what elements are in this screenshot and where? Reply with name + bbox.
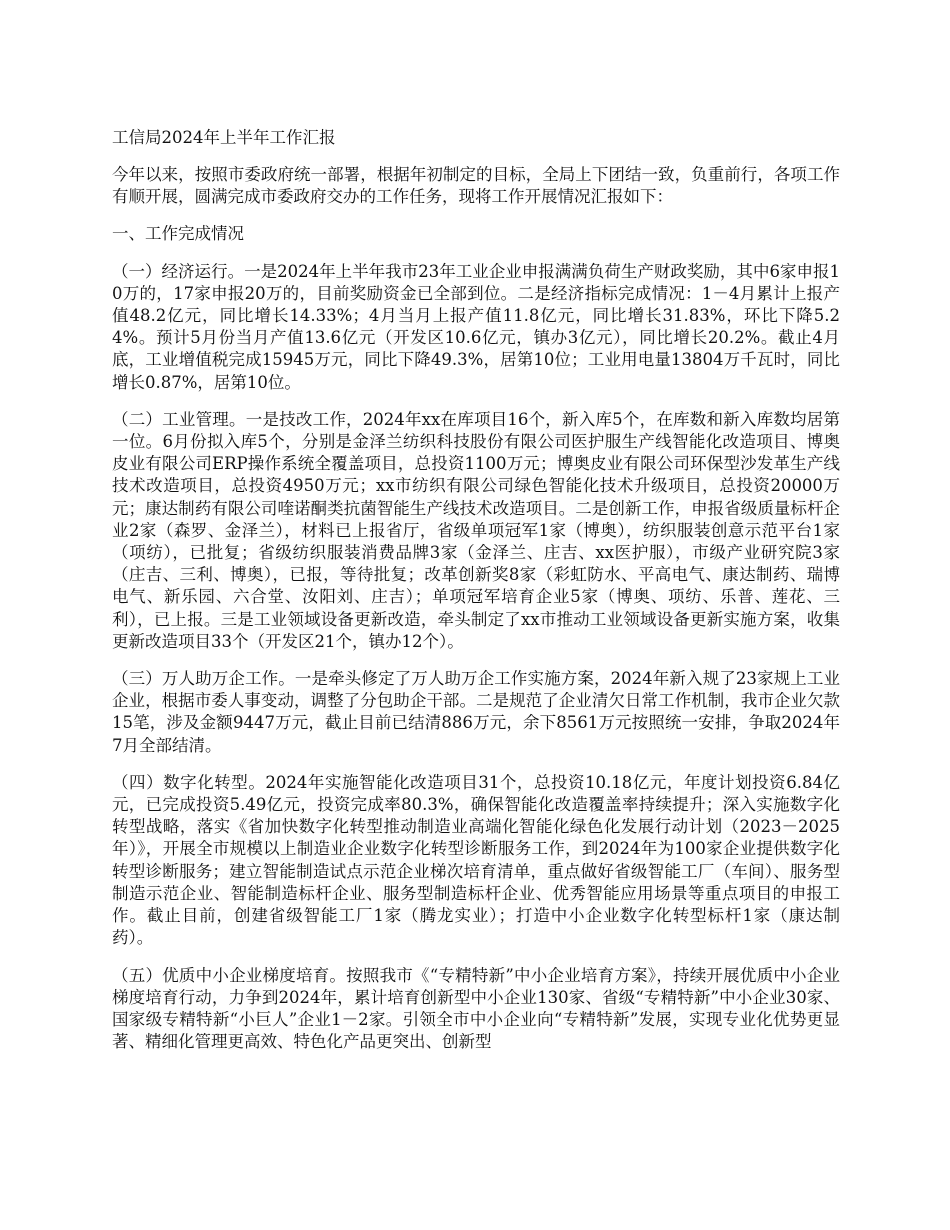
paragraph-economic-operation: （一）经济运行。一是2024年上半年我市23年工业企业申报满满负荷生产财政奖励，其中6家申报10万的，17家申报20万的，目前奖励资金已全部到位。二是经济指标完成情况：1－4月累计上报产值48.2亿元，同比增长14.33%；4月当月上报产值11.8亿元，同比增长31.83%，环比下降5.24%。预计5月份当月产值13.6亿元（开发区10.6亿元，镇办3亿元），同比增长20.2%。截止4月底，工业增值税完成15945万元，同比下降49.3%，居第10位；工业用电量13804万千瓦时，同比增长0.87%，居第10位。 [112,261,840,392]
paragraph-sme-cultivation: （五）优质中小企业梯度培育。按照我市《“专精特新”中小企业培育方案》，持续开展优质中小企业梯度培育行动，力争到2024年，累计培育创新型中小企业130家、省级“专精特新”中小企业30家、国家级专精特新“小巨人”企业1－2家。引领全市中小企业向“专精特新”发展，实现专业化优势更显著、精细化管理更高效、特色化产品更突出、创新型 [112,965,840,1052]
paragraph-digital-transformation: （四）数字化转型。2024年实施智能化改造项目31个，总投资10.18亿元，年度计划投资6.84亿元，已完成投资5.49亿元，投资完成率80.3%，确保智能化改造覆盖率持续提升；深入实施数字化转型战略，落实《省加快数字化转型推动制造业高端化智能化绿色化发展行动计划（2023－2025年）》，开展全市规模以上制造业企业数字化转型诊断服务工作，到2024年为100家企业提供数字化转型诊断服务；建立智能制造试点示范企业梯次培育清单，重点做好省级智能工厂（车间）、服务型制造示范企业、智能制造标杆企业、服务型制造标杆企业、优秀智能应用场景等重点项目的申报工作。截止目前，创建省级智能工厂1家（腾龙实业）；打造中小企业数字化转型标杆1家（康达制药）。 [112,772,840,948]
intro-paragraph: 今年以来，按照市委政府统一部署，根据年初制定的目标，全局上下团结一致，负重前行，各项工作有顺开展，圆满完成市委政府交办的工作任务，现将工作开展情况汇报如下： [112,165,840,207]
paragraph-industrial-management: （二）工业管理。一是技改工作，2024年xx在库项目16个，新入库5个，在库数和新入库数均居第一位。6月份拟入库5个，分别是金泽兰纺织科技股份有限公司医护服生产线智能化改造项目、博奥皮业有限公司ERP操作系统全覆盖项目，总投资1100万元；博奥皮业有限公司环保型沙发革生产线技术改造项目，总投资4950万元；xx市纺织有限公司绿色智能化技术升级项目，总投资20000万元；康达制药有限公司喹诺酮类抗菌智能生产线技术改造项目。二是创新工作，申报省级质量标杆企业2家（森罗、金泽兰），材料已上报省厅，省级单项冠军1家（博奥），纺织服装创意示范平台1家（项纺），已批复；省级纺织服装消费品牌3家（金泽兰、庄吉、xx医护服），市级产业研究院3家（庄吉、三利、博奥），已报，等待批复；改革创新奖8家（彩虹防水、平高电气、康达制药、瑞博电气、新乐园、六合堂、汝阳刘、庄吉）；单项冠军培育企业5家（博奥、项纺、乐普、莲花、三利），已上报。三是工业领域设备更新改造，牵头制定了xx市推动工业领域设备更新实施方案，收集更新改造项目33个（开发区21个，镇办12个）。 [112,409,840,651]
section-heading: 一、工作完成情况 [112,224,244,244]
paragraph-enterprise-assistance: （三）万人助万企工作。一是牵头修定了万人助万企工作实施方案，2024年新入规了23家规上工业企业，根据市委人事变动，调整了分包助企干部。二是规范了企业清欠日常工作机制，我市企业欠款15笔，涉及金额9447万元，截止目前已结清886万元，余下8561万元按照统一安排，争取2024年7月全部结清。 [112,669,840,755]
document-title: 工信局2024年上半年工作汇报 [112,128,336,147]
document-page [112,126,840,1068]
